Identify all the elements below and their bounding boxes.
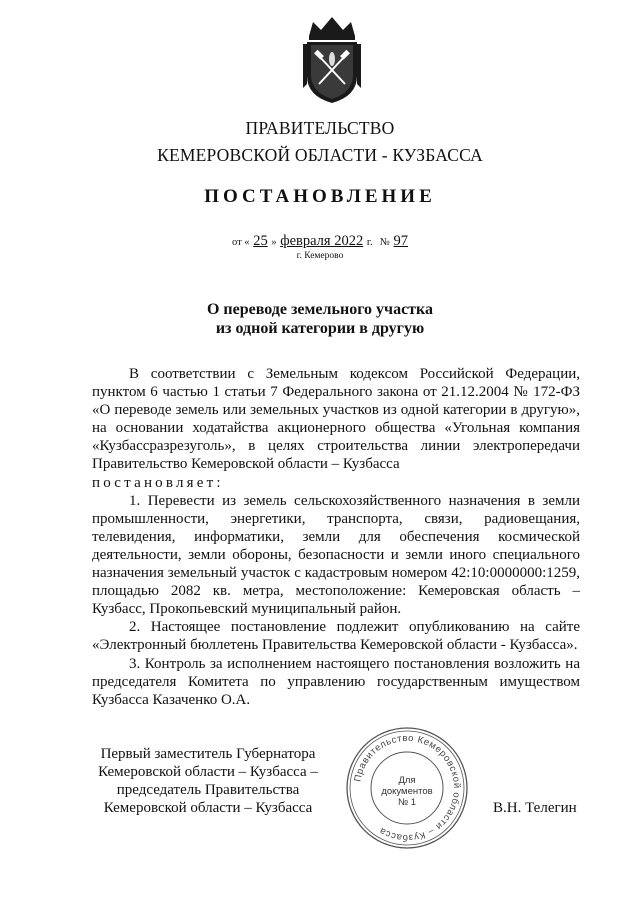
city-label: г. Кемерово	[296, 251, 344, 261]
body-item-3: 3. Контроль за исполнением настоящего постановления возложить на председателя Комитета по управлению государственным имуществом Кузбасса Казаченко О.А.	[92, 655, 580, 708]
subject-title	[0, 300, 640, 338]
date-close-quote: »	[271, 237, 277, 248]
date-day: 25	[253, 233, 268, 249]
number-prefix: №	[379, 237, 390, 248]
subject-line2: из одной категории в другую	[215, 320, 425, 337]
coat-of-arms-icon	[295, 14, 369, 106]
subject-line1: О переводе земельного участка	[206, 301, 434, 318]
body-item-2: 2. Настоящее постановление подлежит опубликованию на сайте «Электронный бюллетень Правительства Кемеровской области - Кузбасса».	[92, 619, 580, 654]
body-intro: В соответствии с Земельным кодексом Российской Федерации, пунктом 6 частью 1 статьи 7 Федерального закона от 21.12.2004 № 172-ФЗ «О переводе земель или земельных участков из одной категории в другую», на основании ходатайства акционерного общества «Угольная компания «Кузбассразрезуголь», в целях строительства линии электропередачи Правительство Кемеровской области – Кузбасса	[92, 366, 580, 473]
signatory-line4: Кемеровской области – Кузбасса	[103, 800, 313, 816]
date-number-line	[0, 233, 640, 250]
document-type-title: ПОСТАНОВЛЕНИЕ	[204, 186, 436, 207]
stamp-inner-line3: № 1	[397, 797, 417, 808]
signatory-line1: Первый заместитель Губернатора	[100, 746, 316, 762]
signatory-line2: Кемеровской области – Кузбасса –	[98, 764, 318, 780]
org-name-line2: КЕМЕРОВСКОЙ ОБЛАСТИ - КУЗБАССА	[157, 145, 483, 165]
signatory-position	[90, 745, 326, 817]
date-year-suffix: г.	[366, 237, 373, 248]
org-name-line1: ПРАВИТЕЛЬСТВО	[245, 118, 395, 138]
body-item-1: 1. Перевести из земель сельскохозяйственного назначения в земли промышленности, энергетики, транспорта, связи, радиовещания, телевидения, информатики, земли для обеспечения космической деятельности, земли обороны, безопасности и земли иного специального назначения земельный участок с кадастровым номером 42:10:0000000:1259, площадью 2082 кв. метра, местоположение: Кемеровская область – Кузбасс, Прокопьевский муниципальный район.	[92, 492, 580, 618]
signatory-line3: председатель Правительства	[116, 782, 300, 798]
stamp-inner-line2: документов	[381, 786, 433, 797]
stamp-ring-text: Правительство Кемеровской области – Кузбасса	[352, 732, 463, 844]
stamp-inner-line1: Для	[398, 775, 416, 786]
stamp-inner-text	[364, 775, 450, 808]
date-month-year: февраля 2022	[280, 233, 364, 249]
signatory-name: В.Н. Телегин	[493, 800, 577, 816]
document-number: 97	[393, 233, 408, 249]
decree-body	[92, 365, 580, 709]
decree-word: постановляет:	[92, 474, 224, 491]
date-prefix: от «	[231, 237, 250, 248]
